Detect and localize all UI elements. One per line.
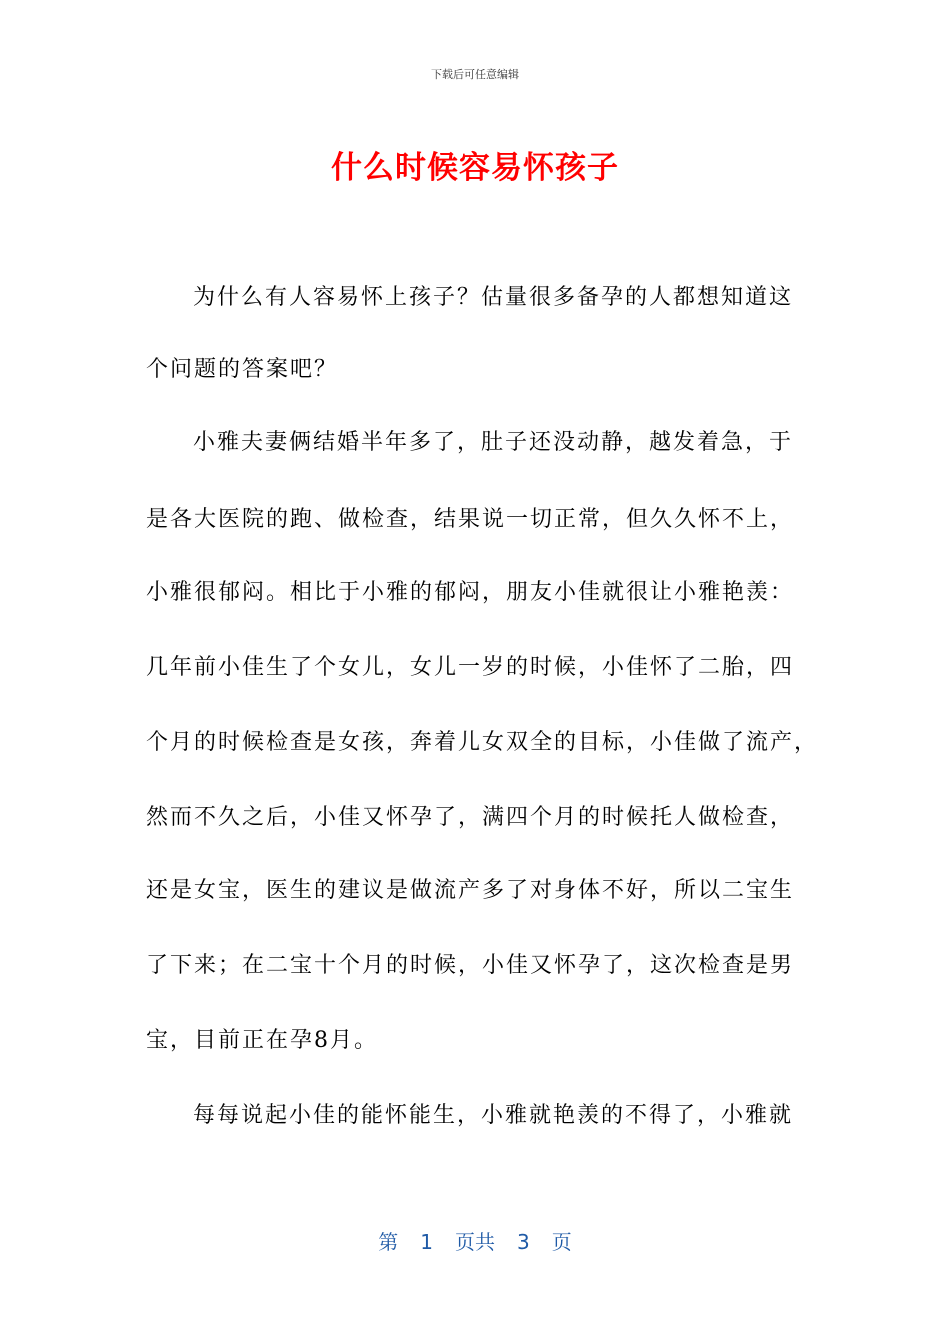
paragraph-line: 每每说起小佳的能怀能生，小雅就艳羡的不得了，小雅就 xyxy=(193,1103,794,1128)
page-mid: 页共 xyxy=(455,1230,495,1254)
page-number: 1 xyxy=(420,1230,433,1254)
paragraph-line: 还是女宝，医生的建议是做流产多了对身体不好，所以二宝生 xyxy=(146,878,795,903)
paragraph-line: 小雅夫妻俩结婚半年多了，肚子还没动静，越发着急，于 xyxy=(193,430,794,455)
total-pages: 3 xyxy=(517,1230,530,1254)
page-prefix: 第 xyxy=(378,1230,399,1254)
paragraph-line: 个月的时候检查是女孩，奔着儿女双全的目标，小佳做了流产， xyxy=(146,730,819,755)
page-footer xyxy=(0,1226,950,1255)
paragraph-line: 小雅很郁闷。相比于小雅的郁闷，朋友小佳就很让小雅艳羡： xyxy=(146,580,795,605)
paragraph-line: 是各大医院的跑、做检查，结果说一切正常，但久久怀不上， xyxy=(146,507,795,532)
paragraph-line: 为什么有人容易怀上孩子？估量很多备孕的人都想知道这 xyxy=(193,285,794,310)
paragraph-line: 个问题的答案吧？ xyxy=(146,357,339,382)
paragraph-line: 宝，目前正在孕8月。 xyxy=(146,1028,378,1053)
paragraph-line: 几年前小佳生了个女儿，女儿一岁的时候，小佳怀了二胎，四 xyxy=(146,655,795,680)
paragraph-line: 了下来；在二宝十个月的时候，小佳又怀孕了，这次检查是男 xyxy=(146,953,795,978)
page-suffix: 页 xyxy=(551,1230,572,1254)
paragraph-line: 然而不久之后，小佳又怀孕了，满四个月的时候托人做检查， xyxy=(146,805,795,830)
header-note: 下载后可任意编辑 xyxy=(431,68,519,81)
document-title: 什么时候容易怀孩子 xyxy=(331,150,619,186)
